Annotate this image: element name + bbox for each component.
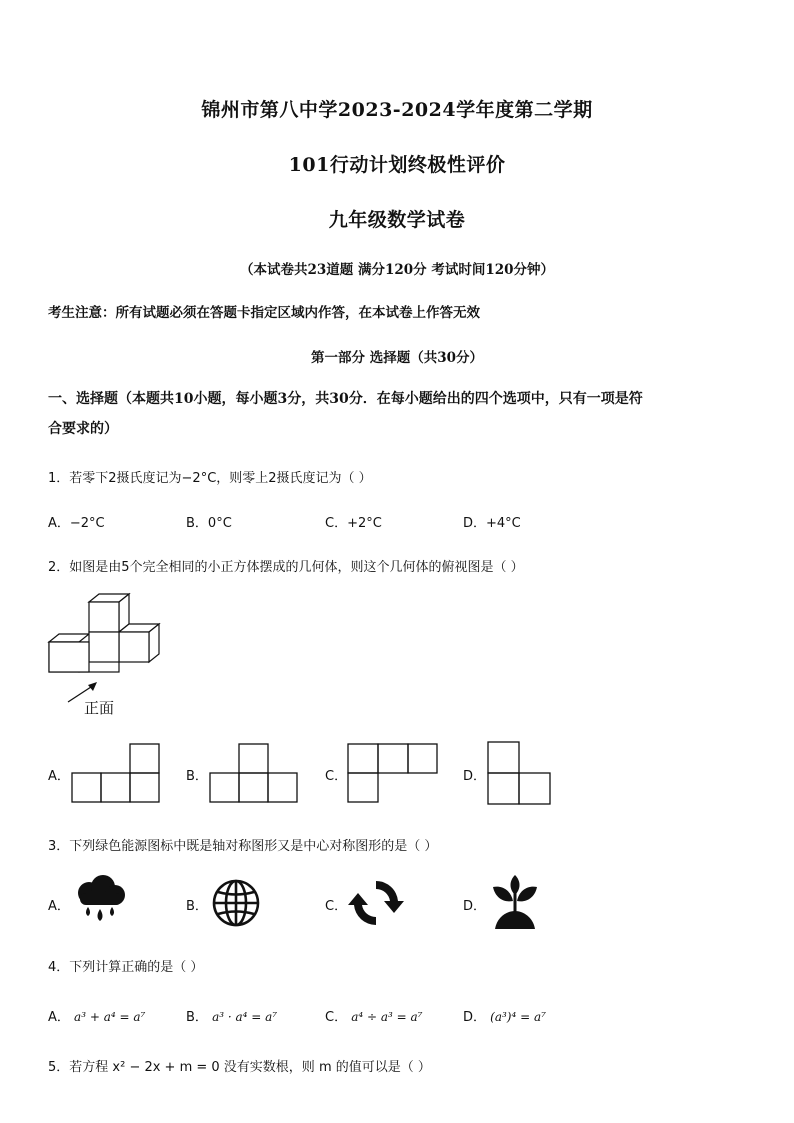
option-d-view-figure [488, 740, 554, 806]
question-2-stem: 2．如图是由5个完全相同的小正方体摆成的几何体，则这个几何体的俯视图是（ ） [48, 560, 524, 575]
instructions-line1: 一、选择题（本题共10小题，每小题3分，共30分．在每小题给出的四个选项中，只有一项是符 [48, 391, 643, 407]
option-expression: (a³)⁴ = a⁷ [490, 1010, 546, 1024]
option-letter: B． [186, 1010, 208, 1025]
question-2-option-c[interactable]: C． [325, 769, 348, 784]
part1-title: 第一部分 选择题（共30分） [311, 350, 483, 366]
question-3-option-a[interactable]: A． [48, 899, 70, 914]
question-2-option-a[interactable]: A． [48, 769, 70, 784]
option-expression: a³ + a⁴ = a⁷ [74, 1010, 146, 1024]
option-a-view-figure [72, 742, 162, 804]
option-letter: A． [48, 1010, 70, 1025]
instructions-line2: 合要求的） [48, 421, 118, 437]
question-3-option-c[interactable]: C． [325, 899, 348, 914]
exam-title-line1: 锦州市第八中学2023-2024学年度第二学期 [201, 99, 593, 121]
cube-stack-figure [46, 592, 166, 682]
recycle-arrows-icon [348, 877, 404, 929]
question-4-stem: 4．下列计算正确的是（ ） [48, 960, 204, 975]
option-letter: C． [325, 1010, 348, 1025]
section1-instructions [48, 384, 748, 444]
question-3-stem: 3．下列绿色能源图标中既是轴对称图形又是中心对称图形的是（ ） [48, 839, 438, 854]
option-c-view-figure [348, 742, 440, 804]
question-2-option-b[interactable]: B． [186, 769, 208, 784]
question-3-option-d[interactable]: D． [463, 899, 487, 914]
option-b-view-figure [210, 742, 300, 804]
exam-info: （本试卷共23道题 满分120分 考试时间120分钟） [239, 262, 555, 278]
front-view-label: 正面 [84, 699, 115, 717]
question-5-stem: 5．若方程 x² − 2x + m = 0 没有实数根，则 m 的值可以是（ ） [48, 1060, 431, 1075]
question-1-option-c[interactable]: C．+2°C [325, 516, 382, 531]
question-2-option-d[interactable]: D． [463, 769, 487, 784]
exam-title-line2: 101行动计划终极性评价 [288, 154, 506, 176]
question-1-option-b[interactable]: B．0°C [186, 516, 232, 531]
sprout-icon [489, 873, 541, 929]
option-expression: a⁴ ÷ a³ = a⁷ [351, 1010, 423, 1024]
globe-icon [211, 878, 261, 928]
option-letter: D． [463, 1010, 487, 1025]
question-1-option-a[interactable]: A．−2°C [48, 516, 105, 531]
question-4-option-a[interactable] [48, 1006, 145, 1025]
question-1-option-d[interactable]: D．+4°C [463, 516, 521, 531]
candidate-notice: 考生注意：所有试题必须在答题卡指定区域内作答，在本试卷上作答无效 [48, 305, 480, 321]
question-4-option-c[interactable] [325, 1006, 422, 1025]
question-4-option-b[interactable] [186, 1006, 277, 1025]
question-1-stem: 1．若零下2摄氏度记为−2°C，则零上2摄氏度记为（ ） [48, 471, 372, 486]
option-expression: a³ · a⁴ = a⁷ [212, 1010, 278, 1024]
exam-title-line3: 九年级数学试卷 [328, 209, 466, 231]
question-3-option-b[interactable]: B． [186, 899, 208, 914]
question-4-option-d[interactable] [463, 1006, 546, 1025]
cloud-rain-icon [72, 875, 128, 927]
